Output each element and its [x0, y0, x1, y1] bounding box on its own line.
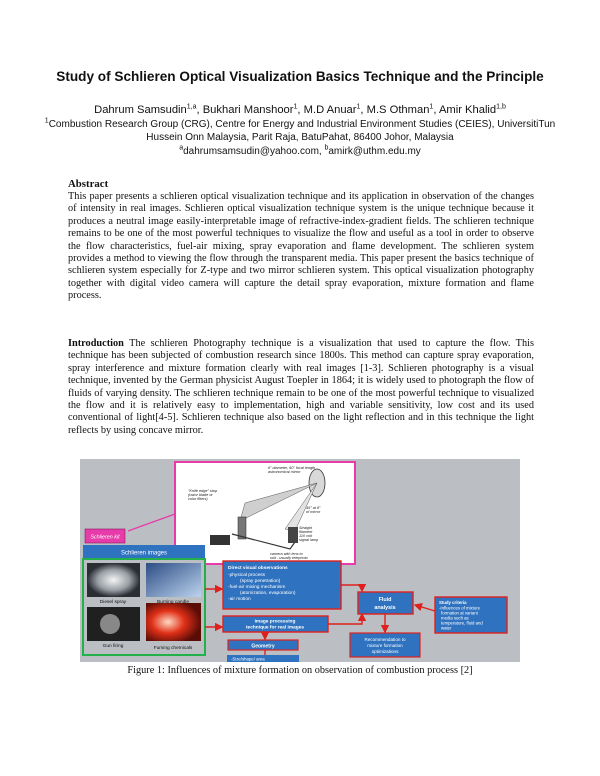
recommendation-line: Recommendation to: [364, 637, 406, 642]
abstract-heading: Abstract: [68, 178, 109, 190]
geometry-item: -Size/shape/ area: [231, 656, 265, 662]
author-list: Dahrum Samsudin$^{1,a}$, Bukhari Manshoor$^1$, M.D Anuar$^1$, M.S Othman$^1$, Amir Khalid$^{1,b}$: [94, 103, 506, 116]
optics-label: "Knife edge" stop: [188, 489, 218, 493]
author-name: M.D Anuar: [303, 104, 357, 116]
thumb-caption: Fuming chemicals: [153, 646, 193, 651]
study-criteria-line: Study criteria: [439, 600, 467, 605]
schlieren-images-label: Schlieren images: [120, 550, 168, 557]
optics-label: suit - usually telephoto: [270, 556, 308, 560]
lamp-icon: [288, 527, 298, 543]
author-sup: 1: [293, 103, 298, 111]
email-a-sup: a: [179, 144, 184, 152]
direct-obs-line: (atomization, evaporation): [240, 591, 296, 596]
fuming-chemicals-image: [146, 603, 201, 641]
author-sup: 1: [356, 103, 361, 111]
study-criteria-line: -Influences of mixture: [439, 605, 481, 611]
abstract-body: This paper presents a schlieren optical visualization technique and its application in observation of the changes of intensity in real images. Schlieren optical visualization technique system is the unique technique because it produces a neutral image easily-interpretable image of refractive-index-gradient fields. The schlieren technique remains to be one of the most powerful techniques to visualize the flow and useful as a tool in order to observe the flow characteristics, fuel-air mixing, spray evaporation and flame development. The schlieren system provides a method to viewing the flow through the transparent media. This paper present the basics technique of schlieren system especially for Z-type and two mirror schlieren system. This optical visualization photography together with digital video camera will capture the detail spray evaporation, mixture formation and flame process.: [68, 191, 534, 302]
optics-label: of mirror: [306, 510, 321, 514]
introduction-body: The schlieren Photography technique is a visualization that used to capture the flow. This technique has been subjected of combustion research since 1800s. This method can capture spray evaporation, spray interference and mixture formation clearly with real images [1-3]. Schlieren photography is a visual technique, invented by the German physicist August Toepler in 1864; it is widely used to photograph the flow of fluids of varying density. The schlieren technique remain to be one of the most powerful technique to visualized the flow and it is relatively easy to implementation, high and variable sensitivity, low cost and its used conventional of light[4-5]. Schlieren technique also based on the light reflection and in this technique the light reflects by using concave mirror.: [68, 338, 534, 436]
geometry-label: Geometry: [251, 643, 275, 650]
direct-obs-line: -physical process: [228, 573, 266, 578]
author-name: Bukhari Manshoor: [202, 104, 294, 116]
study-criteria-line: water: [441, 625, 452, 631]
affiliation-text: Combustion Research Group (CRG), Centre for Energy and Industrial Environment Studies (CEIES), UniversitiTun Hussein Onn Malaysia, Parit Raja, BatuPahat, 86400 Johor, Malaysia: [48, 119, 556, 143]
camera-icon: [210, 535, 230, 545]
email-a[interactable]: dahrumsamsudin@yahoo.com,: [183, 146, 322, 157]
study-criteria-line: media such as: [441, 615, 469, 621]
direct-obs-line: -air motion: [228, 597, 251, 602]
introduction-paragraph: [68, 338, 534, 437]
diesel-spray-image: [87, 563, 140, 597]
study-criteria-line: temperature, fluid and: [441, 620, 483, 626]
optics-label: signal lamp: [299, 538, 319, 542]
optics-label: camera with lens to: [270, 552, 303, 556]
direct-obs-line: (spray penetration): [240, 579, 281, 584]
fluid-analysis-line: analysis: [374, 605, 396, 611]
author-name: M.S Othman: [366, 104, 430, 116]
optics-label: Straight: [299, 526, 313, 530]
author-sup: 1,b: [496, 103, 506, 111]
email-line: [30, 146, 570, 159]
image-proc-line: Image processing: [254, 619, 296, 625]
optics-label: filament: [299, 530, 313, 534]
paper-title: Study of Schlieren Optical Visualization Basics Technique and the Principle: [56, 69, 544, 84]
optics-label: astronomical mirror: [268, 470, 301, 474]
thumb-caption: Burning candle: [156, 600, 190, 605]
thumb-caption: Gun firing: [102, 644, 124, 649]
optics-label: (razor blade or: [188, 493, 213, 497]
optics-label: 45° at 8": [306, 506, 321, 510]
optics-label: 6" diameter, 60" focal length: [268, 466, 316, 470]
thumb-caption: Diesel spray: [99, 600, 127, 605]
burning-candle-image: [146, 563, 201, 597]
gun-firing-detail: [100, 614, 120, 634]
study-criteria-line: formation at variant: [441, 610, 478, 616]
affiliation-sup: 1: [44, 117, 49, 125]
schlieren-kit-label: Schlieren kit: [90, 534, 120, 541]
introduction-heading: Introduction: [68, 338, 124, 349]
affiliation: [30, 119, 570, 145]
figure-1-diagram: [80, 459, 520, 662]
email-b-sup: b: [324, 144, 329, 152]
recommendation-line: optimizations: [371, 649, 399, 654]
direct-obs-line: Direct visual observations: [228, 566, 288, 571]
email-b[interactable]: amirk@uthm.edu.my: [328, 146, 421, 157]
optics-label: 110 volt: [299, 534, 313, 538]
fluid-analysis-line: Fluid: [378, 597, 392, 603]
figure-caption: Figure 1: Influences of mixture formation on observation of combustion process [2]: [127, 665, 473, 676]
image-proc-line: technique for real images: [245, 625, 305, 631]
recommendation-line: mixture formation: [367, 643, 403, 648]
author-name: Amir Khalid: [438, 104, 497, 116]
optics-label: color filters): [188, 497, 208, 501]
direct-obs-line: -fuel-air mixing mechanism: [228, 585, 286, 590]
author-name: Dahrum Samsudin: [94, 104, 187, 116]
author-sup: 1,a: [186, 103, 197, 111]
author-sup: 1: [429, 103, 434, 111]
